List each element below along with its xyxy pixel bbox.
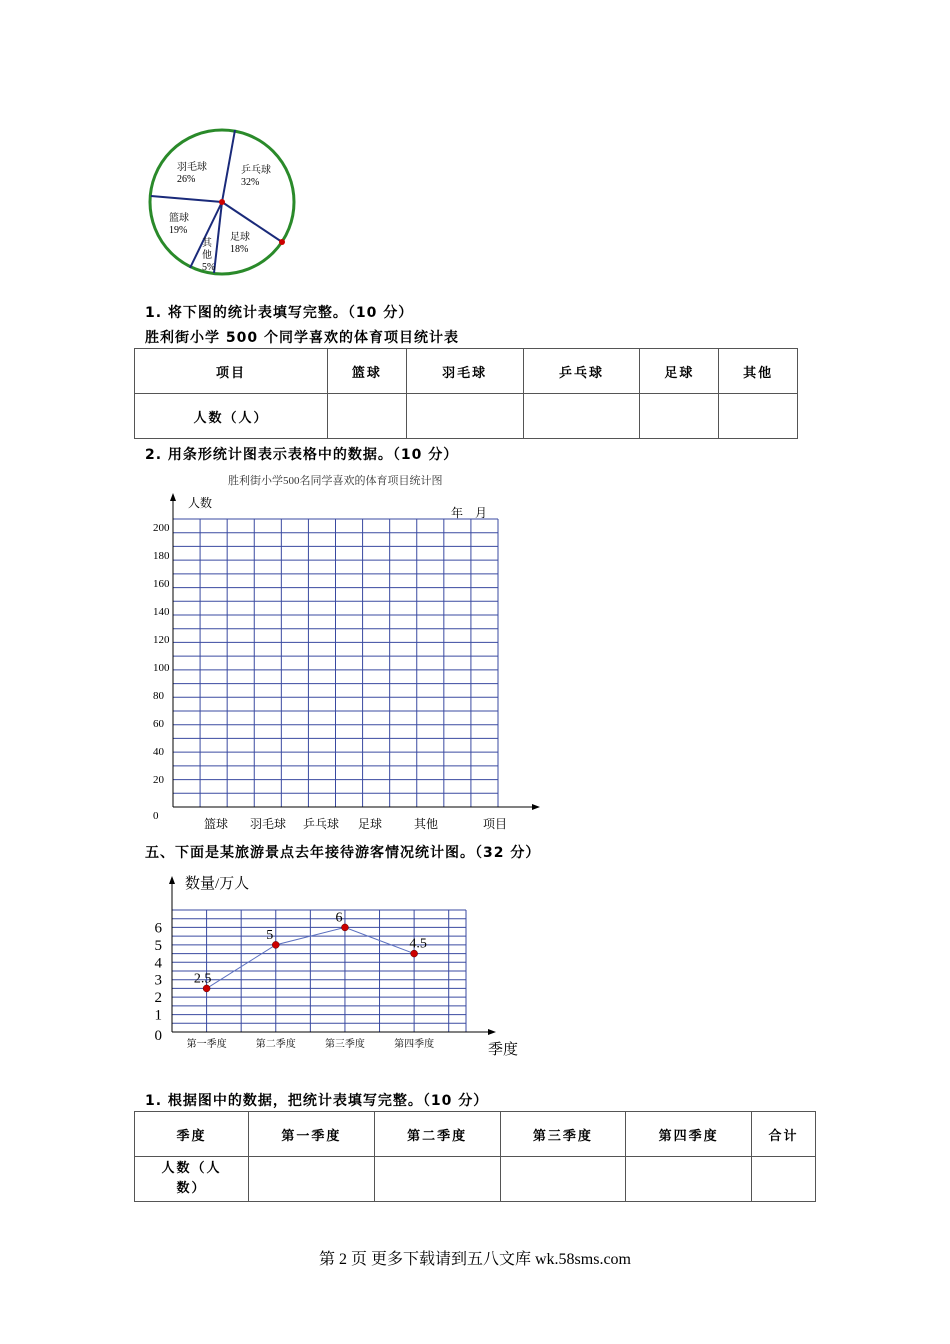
x-tick-label: 足球: [357, 817, 383, 831]
pie-percent: 18%: [230, 244, 249, 255]
x-tick-label: 第一季度: [186, 1039, 227, 1050]
table-header: 合计: [752, 1112, 816, 1157]
data-label: 4.5: [409, 936, 427, 952]
y-tick-label: 20: [153, 774, 164, 786]
line-chart: [140, 868, 540, 1063]
date-label: 年 月: [451, 506, 488, 520]
y-tick-label: 5: [154, 937, 162, 954]
x-axis-arrow: [532, 804, 540, 810]
pie-label: 其: [202, 238, 212, 249]
q1-table-title: 胜利街小学 500 个同学喜欢的体育项目统计表: [145, 330, 459, 346]
pie-label: 他: [202, 250, 212, 261]
y-tick-label: 0: [154, 1028, 162, 1044]
y-tick-label: 140: [153, 606, 170, 618]
table-header: 第三季度: [500, 1112, 626, 1157]
data-label: 2.5: [193, 971, 212, 987]
pie-center-dot: [219, 199, 225, 205]
x-tick-label: 第三季度: [324, 1039, 365, 1050]
data-label: 5: [266, 927, 274, 943]
pie-label: 足球: [230, 232, 250, 243]
pie-percent: 32%: [241, 177, 260, 188]
row-label: 人数（人）: [135, 394, 328, 439]
y-tick-label: 160: [153, 578, 170, 590]
y-tick-label: 200: [153, 522, 170, 534]
y-tick-label: 4: [154, 955, 162, 972]
y-axis-arrow: [170, 493, 176, 501]
table-header: 第二季度: [374, 1112, 500, 1157]
row-label: [135, 1157, 249, 1202]
x-tick-label: 第二季度: [255, 1039, 296, 1050]
data-point: [341, 924, 348, 931]
y-axis-arrow: [169, 876, 175, 884]
y-tick-label: 2: [154, 990, 162, 1007]
x-axis-arrow: [488, 1029, 496, 1035]
answer-cell[interactable]: [328, 394, 407, 439]
table-header: 乒乓球: [523, 349, 640, 394]
pie-chart: [140, 120, 310, 280]
section5-heading: 五、下面是某旅游景点去年接待游客情况统计图。（32 分）: [145, 845, 541, 861]
q5-1-table: [134, 1111, 816, 1202]
y-tick-label: 1: [154, 1007, 162, 1024]
y-tick-label: 6: [154, 920, 162, 937]
answer-cell[interactable]: [500, 1157, 626, 1202]
pie-label: 羽毛球: [177, 162, 207, 173]
answer-cell[interactable]: [406, 394, 523, 439]
table-header: 其他: [719, 349, 798, 394]
pie-edge-dot: [279, 239, 285, 245]
q1-table: [134, 348, 798, 439]
pie-percent: 5%: [202, 262, 216, 273]
y-tick-label: 120: [153, 634, 170, 646]
answer-cell[interactable]: [249, 1157, 375, 1202]
x-tick-label: 乒乓球: [302, 817, 340, 831]
y-tick-label: 180: [153, 550, 170, 562]
y-axis-label: 数量/万人: [185, 876, 250, 892]
y-tick-label: 60: [153, 718, 164, 730]
table-header: 足球: [640, 349, 719, 394]
y-tick-label: 100: [153, 662, 170, 674]
pie-divider-line: [222, 130, 235, 202]
blank-bar-chart: [140, 490, 560, 835]
x-tick-label: 羽毛球: [249, 817, 287, 831]
answer-cell[interactable]: [626, 1157, 752, 1202]
q2-heading: 2. 用条形统计图表示表格中的数据。（10 分）: [145, 447, 459, 463]
table-header: 羽毛球: [406, 349, 523, 394]
pie-percent: 26%: [177, 174, 196, 185]
table-header: 季度: [135, 1112, 249, 1157]
y-tick-label: 80: [153, 690, 164, 702]
data-label: 6: [335, 910, 343, 926]
table-header: 第四季度: [626, 1112, 752, 1157]
page-footer: 第 2 页 更多下载请到五八文库 wk.58sms.com: [318, 1251, 631, 1268]
y-tick-label: 3: [154, 972, 162, 989]
y-axis-label: 人数: [188, 496, 213, 510]
answer-cell[interactable]: [523, 394, 640, 439]
answer-cell[interactable]: [640, 394, 719, 439]
pie-divider-line: [151, 196, 222, 202]
q1-heading: 1. 将下图的统计表填写完整。（10 分）: [145, 305, 414, 321]
answer-cell[interactable]: [374, 1157, 500, 1202]
x-tick-label: 其他: [413, 817, 439, 831]
answer-cell[interactable]: [752, 1157, 816, 1202]
x-tick-label: 篮球: [203, 817, 229, 831]
table-header: 项目: [135, 349, 328, 394]
row-label-line: 人数（人: [161, 1161, 222, 1176]
row-label-line: 数）: [176, 1181, 207, 1196]
pie-label: 篮球: [169, 213, 189, 224]
x-axis-label: 季度: [488, 1042, 519, 1058]
pie-label: 乒乓球: [241, 165, 271, 176]
q5-1-heading: 1. 根据图中的数据，把统计表填写完整。（10 分）: [145, 1093, 489, 1109]
q2-chart-title: 胜利街小学500名同学喜欢的体育项目统计图: [228, 475, 443, 487]
data-point: [272, 941, 279, 948]
y-tick-label: 0: [153, 810, 159, 822]
answer-cell[interactable]: [719, 394, 798, 439]
x-axis-label: 项目: [483, 817, 508, 831]
table-header: 篮球: [328, 349, 407, 394]
y-tick-label: 40: [153, 746, 164, 758]
pie-percent: 19%: [169, 225, 188, 236]
table-header: 第一季度: [249, 1112, 375, 1157]
x-tick-label: 第四季度: [394, 1039, 435, 1050]
